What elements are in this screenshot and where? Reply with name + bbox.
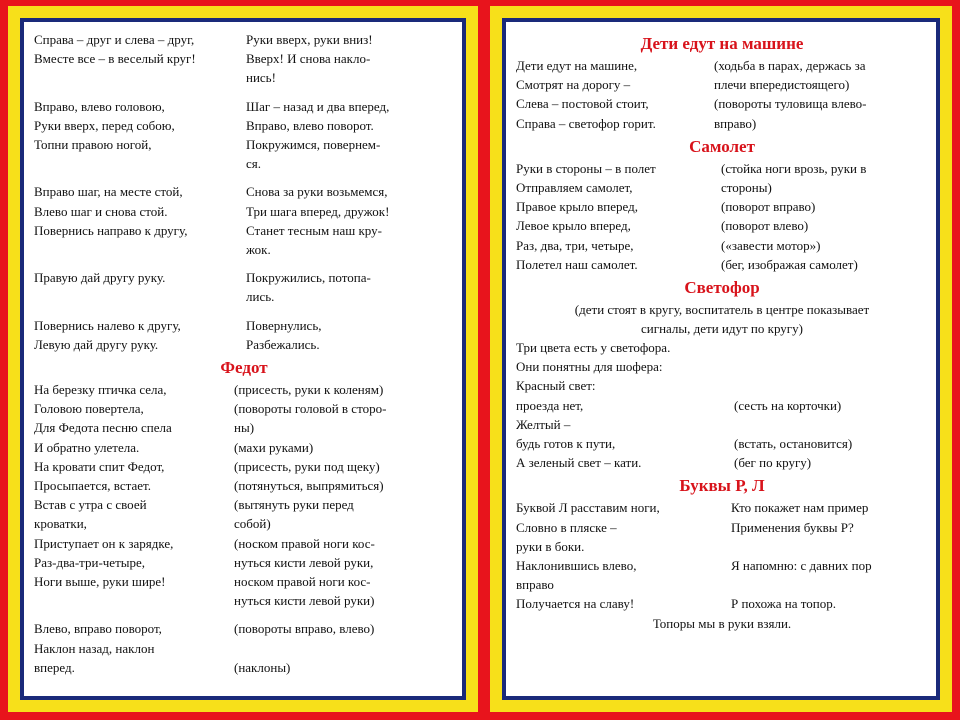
- poem-line: [516, 236, 928, 255]
- line-text: кроватки,: [34, 516, 87, 532]
- line-note: (махи руками): [234, 439, 314, 455]
- line-note: нись!: [246, 70, 276, 86]
- line-text: Три цвета есть у светофора.: [516, 340, 671, 356]
- stanza-gap: [34, 307, 454, 316]
- line-note: Покружились, потопа-: [246, 270, 371, 286]
- line-note: (повороты головой в сторо-: [234, 401, 387, 417]
- poem-line: [34, 135, 454, 154]
- line-note: Повернулись,: [246, 317, 322, 333]
- line-note: Снова за руки возьмемся,: [246, 184, 388, 200]
- line-note: (поворот влево): [721, 218, 809, 234]
- stanza-gap: [34, 173, 454, 182]
- line-note: («завести мотор»): [721, 237, 821, 253]
- poem-line: [34, 30, 454, 49]
- line-note: ны): [234, 420, 255, 436]
- line-note: (поворот вправо): [721, 199, 816, 215]
- poem-line: [34, 154, 454, 173]
- line-note: (повороты вправо, влево): [234, 621, 375, 637]
- letters-closing: Топоры мы в руки взяли.: [652, 615, 792, 631]
- line-note: Вправо, влево поворот.: [246, 117, 374, 133]
- line-text: Наклонившись влево,: [516, 558, 637, 574]
- poem-line: [516, 498, 928, 517]
- line-text: Правую дай другу руку.: [34, 270, 166, 286]
- light-intro-2: сигналы, дети идут по кругу): [641, 321, 803, 337]
- line-note: Я напомню: с давних пор: [731, 558, 872, 574]
- poem-line: [516, 56, 928, 75]
- line-text: Просыпается, встает.: [34, 478, 151, 494]
- line-text: [34, 240, 246, 259]
- poem-line: [34, 457, 454, 476]
- line-note: плечи впередистоящего): [714, 77, 850, 93]
- right-card: [490, 6, 952, 712]
- line-text: Приступает он к зарядке,: [34, 535, 174, 551]
- poem-line: [34, 399, 454, 418]
- poem-line: [34, 380, 454, 399]
- poem-line: [34, 534, 454, 553]
- plane-title: Самолет: [689, 136, 755, 156]
- line-text: Раз-два-три-четыре,: [34, 554, 146, 570]
- poem-line: [34, 495, 454, 514]
- line-text: Словно в пляске –: [516, 519, 617, 535]
- line-text: вправо: [516, 577, 554, 593]
- poem-line: [516, 178, 928, 197]
- line-note: (присесть, руки к коленям): [234, 382, 384, 398]
- line-text: Вправо шаг, на месте стой,: [34, 184, 183, 200]
- line-text: Отправляем самолет,: [516, 180, 633, 196]
- line-note: Разбежались.: [246, 336, 320, 352]
- poem-line: [34, 514, 454, 533]
- line-text: Руки вверх, перед собою,: [34, 117, 175, 133]
- letters-title: Буквы Р, Л: [679, 476, 765, 496]
- line-text: Раз, два, три, четыре,: [516, 237, 634, 253]
- line-text: Справа – друг и слева – друг,: [34, 32, 195, 47]
- line-note: Шаг – назад и два вперед,: [246, 98, 390, 114]
- poem-line: [34, 418, 454, 437]
- line-note: носком правой ноги кос-: [234, 574, 371, 590]
- line-text: На кровати спит Федот,: [34, 458, 165, 474]
- line-note: (бег, изображая самолет): [721, 256, 858, 272]
- line-text: руки в боки.: [516, 538, 585, 554]
- poem-line: [34, 476, 454, 495]
- light-title: Светофор: [684, 278, 760, 298]
- line-text: Получается на славу!: [516, 596, 635, 612]
- poem-line: [34, 639, 454, 658]
- poem-line: [516, 415, 928, 434]
- line-text: будь готов к пути,: [516, 436, 616, 452]
- poem-line: [516, 453, 928, 472]
- line-text: Полетел наш самолет.: [516, 256, 638, 272]
- line-text: Топни правою ногой,: [34, 137, 152, 153]
- poem-line: [34, 438, 454, 457]
- line-text: Буквой Л расставим ноги,: [516, 500, 660, 516]
- line-note: нуться кисти левой руки): [234, 593, 375, 609]
- line-text: Влево шаг и снова стой.: [34, 203, 168, 219]
- line-note: (наклоны): [234, 659, 291, 675]
- line-text: проезда нет,: [516, 397, 584, 413]
- line-note: вправо): [714, 115, 757, 131]
- line-text: Руки в стороны – в полет: [516, 160, 656, 176]
- line-text: На березку птичка села,: [34, 382, 167, 398]
- poem-line: [516, 75, 928, 94]
- line-text: Повернись налево к другу,: [34, 317, 181, 333]
- line-note: (ходьба в парах, держась за: [714, 58, 866, 73]
- poem-line: [516, 434, 928, 453]
- line-text: Вместе все – в веселый круг!: [34, 51, 196, 67]
- letters-poem: [516, 498, 928, 613]
- poem-line: [516, 114, 928, 133]
- car-title: Дети едут на машине: [640, 34, 804, 53]
- poem-line: [516, 216, 928, 235]
- line-text: А зеленый свет – кати.: [516, 455, 642, 471]
- poem-line: [34, 553, 454, 572]
- poem-line: [34, 49, 454, 68]
- line-text: Слева – постовой стоит,: [516, 96, 649, 112]
- poem-line: [34, 335, 454, 354]
- light-intro-1: (дети стоят в кругу, воспитатель в центре показывает: [574, 302, 870, 318]
- poem-line: [34, 658, 454, 677]
- line-text: Встав с утра с своей: [34, 497, 147, 513]
- line-note: нуться кисти левой руки,: [234, 554, 374, 570]
- right-content: [516, 30, 928, 633]
- line-text: Для Федота песню спела: [34, 420, 172, 436]
- poem-line: [516, 518, 928, 537]
- line-text: [34, 68, 246, 87]
- line-text: Смотрят на дорогу –: [516, 77, 631, 93]
- line-note: (бег по кругу): [734, 455, 812, 471]
- line-note: (вытянуть руки перед: [234, 497, 354, 513]
- poem-line: [34, 116, 454, 135]
- line-text: Левое крыло вперед,: [516, 218, 631, 234]
- line-note: Руки вверх, руки вниз!: [246, 32, 373, 47]
- poem-line: [34, 68, 454, 87]
- poem-line: [34, 316, 454, 335]
- poem-line: [516, 197, 928, 216]
- poem-line: [34, 240, 454, 259]
- light-poem: [516, 338, 928, 472]
- line-note: (потянуться, выпрямиться): [234, 478, 384, 494]
- line-text: Они понятны для шофера:: [516, 359, 663, 375]
- line-text: Ноги выше, руки шире!: [34, 574, 166, 590]
- stanza-gap: [34, 88, 454, 97]
- fedot-poem: [34, 380, 454, 677]
- line-text: Дети едут на машине,: [516, 58, 638, 73]
- poem-line: [34, 268, 454, 287]
- line-text: [34, 154, 246, 173]
- line-note: ся.: [246, 156, 261, 172]
- poem-line: [516, 255, 928, 274]
- poem-line: [34, 287, 454, 306]
- poem-line: [516, 396, 928, 415]
- poem-line: [516, 594, 928, 613]
- line-note: (присесть, руки под щеку): [234, 458, 380, 474]
- line-text: Вправо, влево головою,: [34, 98, 165, 114]
- poem-line: [516, 537, 928, 556]
- line-note: Станет тесным наш кру-: [246, 222, 382, 238]
- poem-line: [516, 159, 928, 178]
- left-card: [8, 6, 478, 712]
- car-poem: [516, 56, 928, 133]
- left-content: [34, 30, 454, 677]
- line-note: Три шага вперед, дружок!: [246, 203, 390, 219]
- poem-line: [34, 572, 454, 591]
- line-text: Красный свет:: [516, 378, 596, 394]
- line-note: стороны): [721, 180, 772, 196]
- right-frame: [502, 18, 940, 700]
- line-text: Справа – светофор горит.: [516, 115, 656, 131]
- intro-poem: [34, 30, 454, 354]
- line-text: Наклон назад, наклон: [34, 640, 155, 656]
- poem-line: [516, 94, 928, 113]
- line-note: (повороты туловища влево-: [714, 96, 867, 112]
- left-frame: [20, 18, 466, 700]
- line-text: Желтый –: [516, 416, 571, 432]
- line-note: жок.: [246, 242, 271, 258]
- line-note: (сесть на корточки): [734, 397, 842, 413]
- line-note: (стойка ноги врозь, руки в: [721, 160, 867, 176]
- line-text: [34, 591, 234, 610]
- poem-line: [34, 591, 454, 610]
- poem-line: [516, 556, 928, 575]
- poem-line: [34, 221, 454, 240]
- poem-line: [516, 376, 928, 395]
- line-text: вперед.: [34, 659, 75, 675]
- fedot-title: Федот: [220, 358, 268, 378]
- line-note: лись.: [246, 289, 275, 305]
- line-note: (носком правой ноги кос-: [234, 535, 375, 551]
- line-text: [34, 287, 246, 306]
- poem-line: [34, 202, 454, 221]
- line-text: Левую дай другу руку.: [34, 336, 159, 352]
- stanza-gap: [34, 610, 454, 619]
- poem-line: [34, 182, 454, 201]
- line-text: Повернись направо к другу,: [34, 222, 188, 238]
- poem-line: [516, 357, 928, 376]
- plane-poem: [516, 159, 928, 274]
- line-note: Кто покажет нам пример: [731, 500, 869, 516]
- line-note: Р похожа на топор.: [731, 596, 836, 612]
- line-note: (встать, остановится): [734, 436, 853, 452]
- poem-line: [34, 97, 454, 116]
- line-note: Вверх! И снова накло-: [246, 51, 371, 67]
- stanza-gap: [34, 259, 454, 268]
- line-text: Правое крыло вперед,: [516, 199, 639, 215]
- line-note: собой): [234, 516, 271, 532]
- line-note: Покружимся, повернем-: [246, 137, 381, 153]
- line-note: Применения буквы Р?: [731, 519, 854, 535]
- line-text: И обратно улетела.: [34, 439, 140, 455]
- line-text: Влево, вправо поворот,: [34, 621, 162, 637]
- poem-line: [34, 619, 454, 638]
- poem-line: [516, 338, 928, 357]
- poem-line: [516, 575, 928, 594]
- line-text: Головою повертела,: [34, 401, 144, 417]
